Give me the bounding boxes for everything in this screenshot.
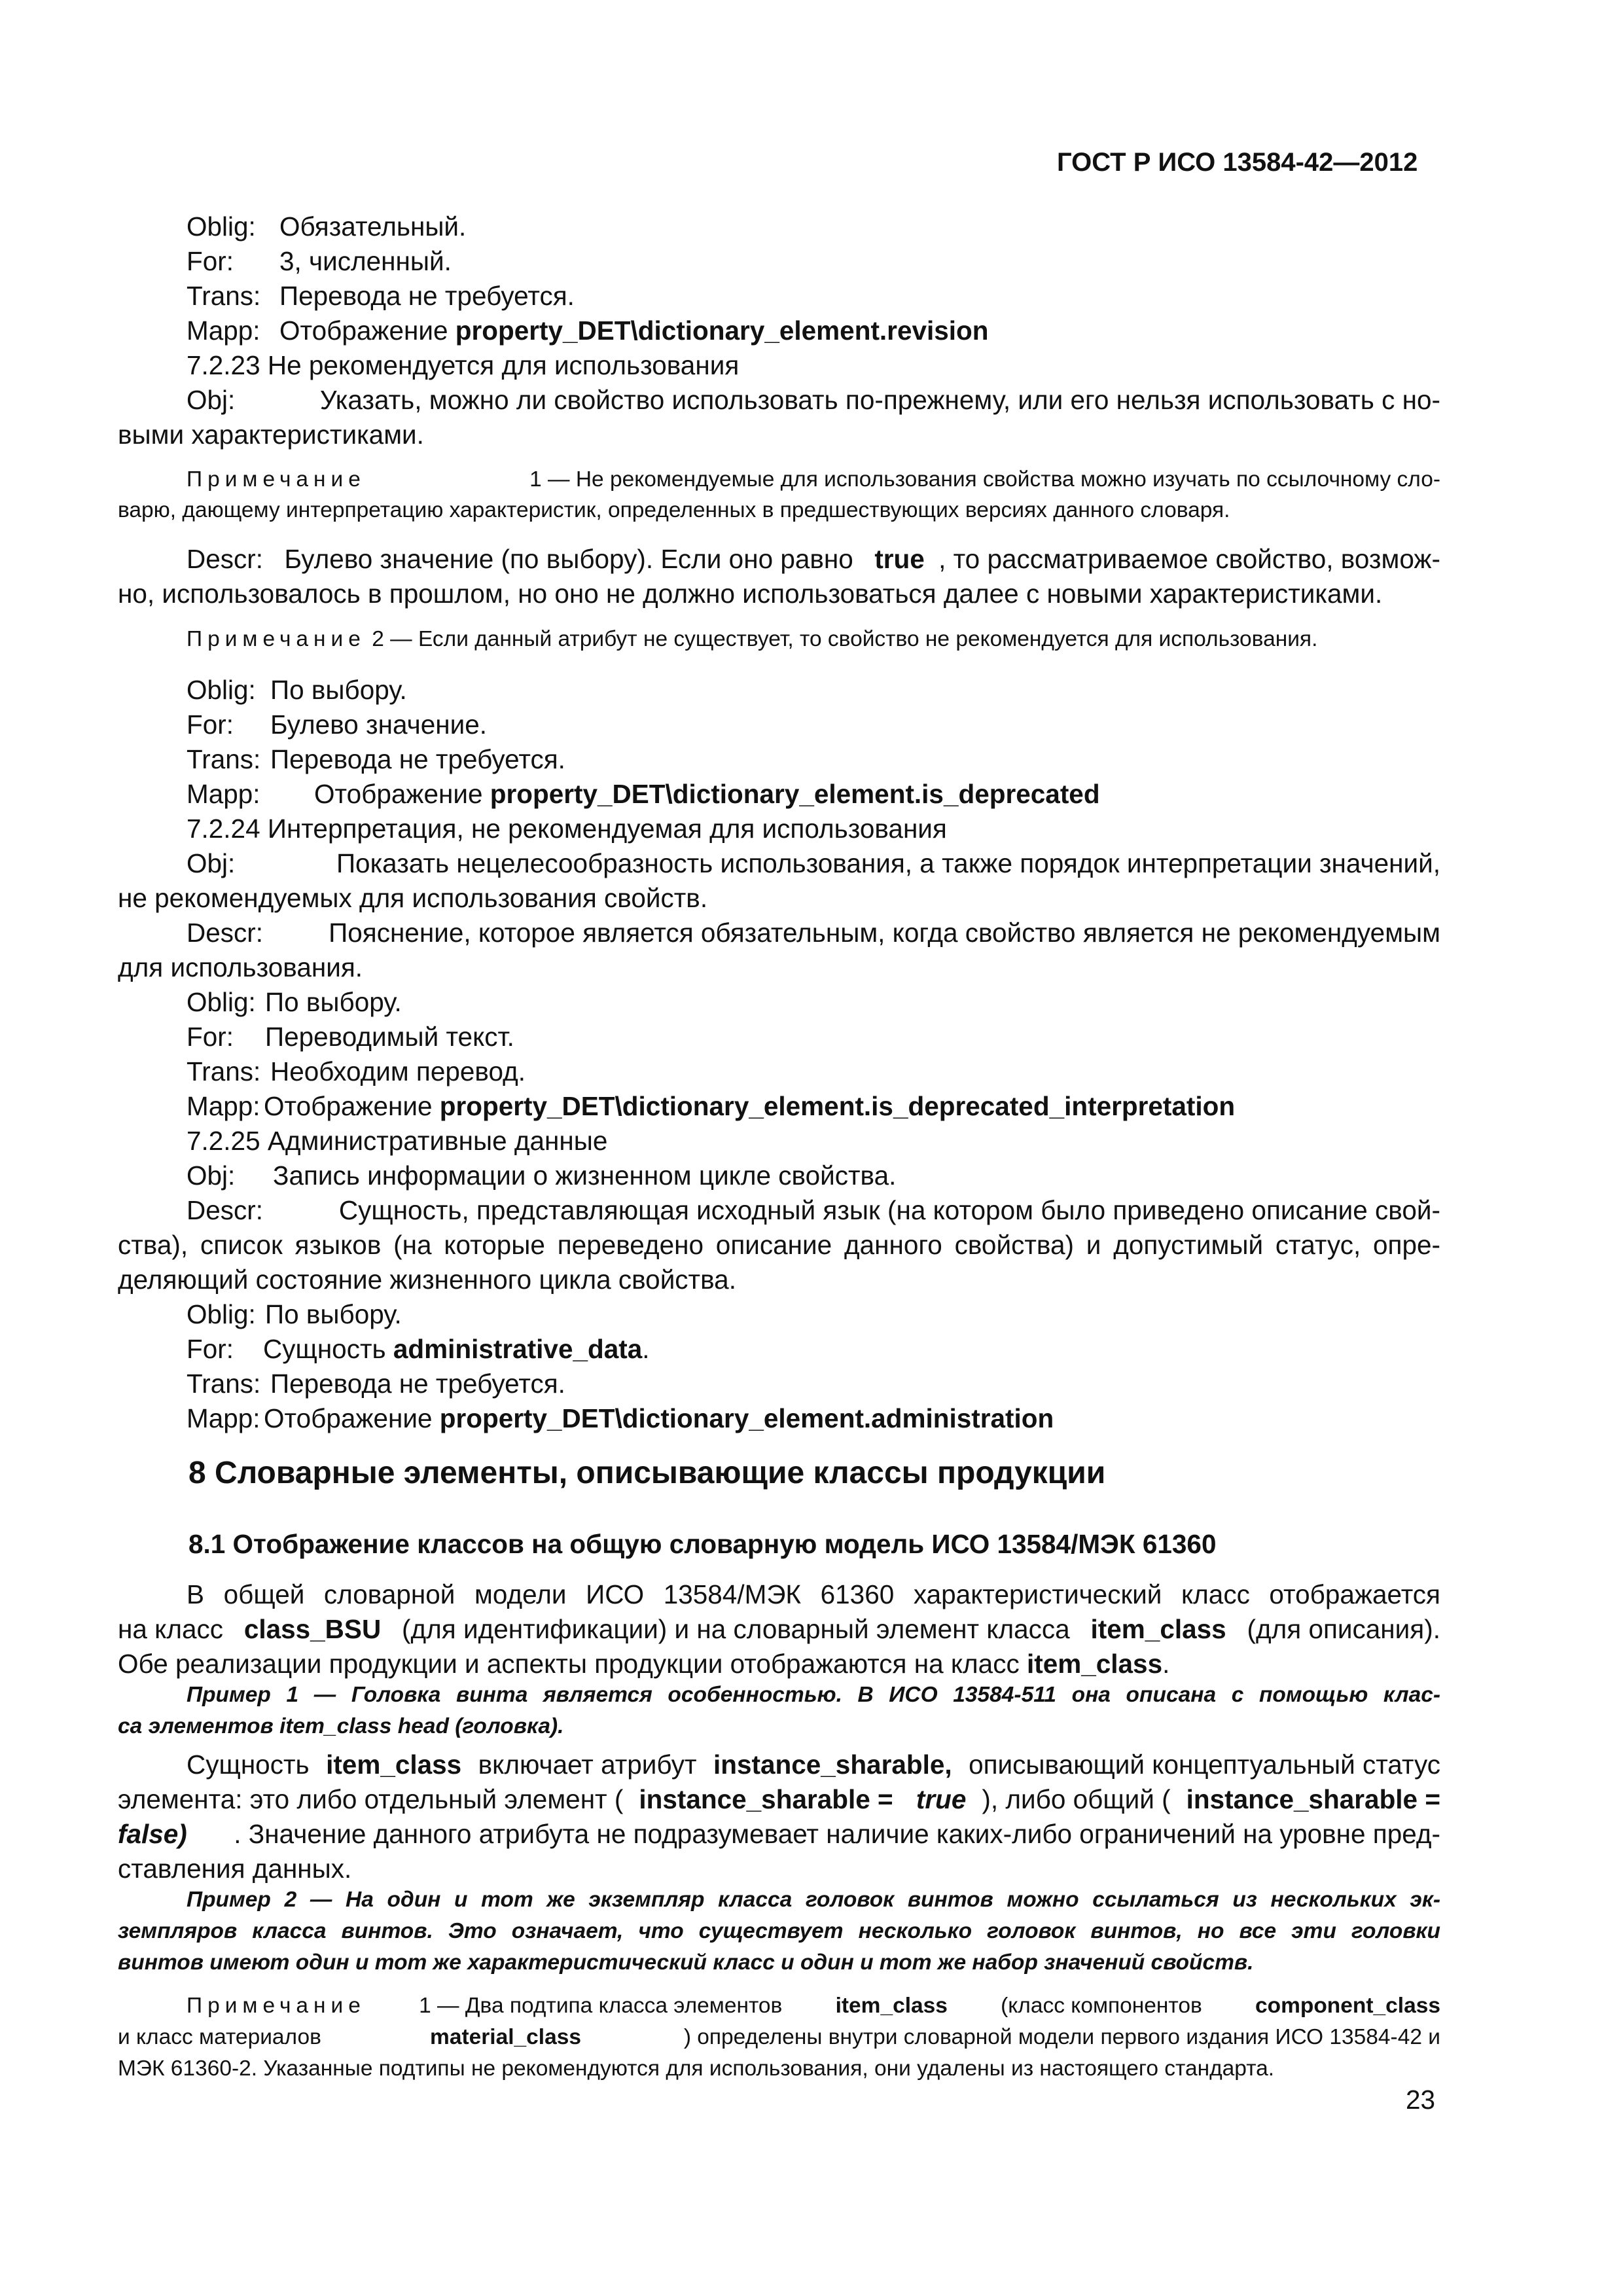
note-label: Примечание	[187, 1994, 366, 2018]
text-run: 1 — Два подтипа класса элементов	[412, 1994, 789, 2018]
obj-line-2: выми характеристиками.	[118, 420, 424, 450]
field-for	[187, 709, 487, 740]
field-oblig	[187, 211, 466, 242]
descr-line	[187, 543, 1440, 575]
field-trans	[187, 280, 575, 312]
text-run: Сущность	[187, 1749, 317, 1780]
field-label: Trans:	[187, 1369, 261, 1399]
example-1-line-2: са элементов item_class head (головка).	[118, 1714, 564, 1738]
note-label: Примечание	[187, 467, 366, 492]
text-run: 1 — Не рекомендуемые для использования свойства можно изучать по ссылочному сло-	[523, 467, 1440, 492]
field-value: Запись информации о жизненном цикле свойства.	[273, 1160, 897, 1191]
descr-line-3: деляющий состояние жизненного цикла свойства.	[118, 1265, 736, 1295]
example-2-line-2: земпляров класса винтов. Это означает, что существует несколько головок винтов, но все эти головки	[118, 1919, 1440, 1943]
field-for	[187, 245, 452, 277]
text-run: Сущность, представляющая исходный язык (на котором было приведено описание свой-	[338, 1195, 1440, 1225]
field-for	[187, 1333, 650, 1365]
note-section-8-line-1	[187, 1993, 1440, 2019]
field-value: Обязательный.	[279, 211, 467, 242]
field-mapp	[187, 1403, 1054, 1434]
field-label: For:	[187, 709, 234, 740]
field-label: Oblig:	[187, 1299, 256, 1329]
field-mapp	[187, 315, 989, 346]
descr-line-2: ства), список языков (на которые переведено описание данного свойства) и допустимый статус, опре-	[118, 1230, 1440, 1260]
obj-line	[187, 1160, 896, 1191]
field-label: Oblig:	[187, 211, 256, 242]
code-term: instance_sharable =	[1186, 1784, 1440, 1814]
field-value: Отображение	[264, 1091, 440, 1121]
paragraph-1-line-3	[118, 1648, 1169, 1679]
text-run: Обе реализации продукции и аспекты продукции отображаются на класс	[118, 1649, 1027, 1679]
field-value: Перевода не требуется.	[270, 1369, 565, 1399]
field-value: Отображение	[264, 1403, 440, 1433]
example-2-line-3: винтов имеют один и тот же характеристический класс и один и тот же набор значений свойств.	[118, 1950, 1254, 1975]
field-label: Trans:	[187, 1056, 261, 1086]
section-title-7-2-23: 7.2.23 Не рекомендуется для использования	[187, 350, 740, 380]
field-value: Отображение	[279, 315, 455, 346]
field-oblig	[187, 1299, 402, 1330]
text-run: ), либо общий (	[982, 1784, 1171, 1814]
paragraph-1-line-1: В общей словарной модели ИСО 13584/МЭК 61360 характеристический класс отображается	[187, 1579, 1440, 1609]
paragraph-2-line-2	[118, 1784, 1440, 1815]
field-label: Obj:	[187, 385, 236, 415]
field-mapp	[187, 1090, 1235, 1122]
field-label: Trans:	[187, 281, 261, 311]
field-label: Descr:	[187, 1195, 264, 1225]
code-term: item_class	[326, 1749, 462, 1780]
code-value: true	[916, 1784, 967, 1814]
paragraph-2-line-1	[187, 1749, 1440, 1780]
field-value: Перевода не требуется.	[279, 281, 575, 311]
section-title-7-2-24: 7.2.24 Интерпретация, не рекомендуемая для использования	[187, 814, 947, 844]
field-value: Сущность	[263, 1334, 393, 1364]
code-term: component_class	[1255, 1994, 1440, 2018]
mapping-code: property_DET\dictionary_element.administration	[439, 1403, 1054, 1433]
text-run: на класс	[118, 1614, 231, 1644]
text-run: (класс компонентов	[994, 1994, 1209, 2018]
field-label: Trans:	[187, 744, 261, 774]
field-label: Mapp:	[187, 1091, 260, 1121]
mapping-code: property_DET\dictionary_element.revision	[455, 315, 989, 346]
field-label: For:	[187, 246, 234, 276]
code-term: item_class	[1090, 1614, 1226, 1644]
code-term: material_class	[430, 2025, 581, 2049]
field-label: For:	[187, 1334, 234, 1364]
text-run: , то рассматриваемое свойство, возмож-	[938, 544, 1440, 574]
text-run: и класс материалов	[118, 2025, 328, 2049]
field-label: Oblig:	[187, 675, 256, 705]
field-oblig	[187, 674, 407, 706]
field-label: For:	[187, 1022, 234, 1052]
field-label: Mapp:	[187, 315, 260, 346]
example-1-line-1: Пример 1 — Головка винта является особенностью. В ИСО 13584-511 она описана с помощью клас-	[187, 1683, 1440, 1707]
code-value: false)	[118, 1819, 187, 1849]
paragraph-2-line-3	[118, 1818, 1440, 1850]
note-label: Примечание	[187, 627, 366, 651]
page-number: 23	[1406, 2085, 1436, 2115]
field-trans	[187, 1368, 565, 1399]
entity-code: administrative_data	[393, 1334, 643, 1364]
text-run: .	[1162, 1649, 1170, 1679]
field-value: Необходим перевод.	[270, 1056, 526, 1086]
descr-line	[187, 1194, 1440, 1226]
text-run: .	[642, 1334, 650, 1364]
text-run: Пояснение, которое является обязательным, когда свойство является не рекомендуемым	[329, 918, 1440, 948]
section-8-heading: 8 Словарные элементы, описывающие классы продукции	[188, 1456, 1106, 1490]
field-label: Mapp:	[187, 1403, 260, 1433]
code-term: class_BSU	[243, 1614, 382, 1644]
note-1	[187, 467, 1440, 493]
text-run: 2 — Если данный атрибут не существует, то свойство не рекомендуется для использования.	[365, 627, 1318, 651]
document-code-header: ГОСТ Р ИСО 13584-42—2012	[1057, 148, 1418, 177]
field-label: Obj:	[187, 1160, 236, 1191]
text-run: включает атрибут	[471, 1749, 704, 1780]
paragraph-1-line-2	[118, 1613, 1440, 1645]
section-8-1-heading: 8.1 Отображение классов на общую словарную модель ИСО 13584/МЭК 61360	[188, 1529, 1217, 1559]
mapping-code: property_DET\dictionary_element.is_deprecated_interpretation	[439, 1091, 1236, 1121]
code-term: item_class	[1026, 1649, 1163, 1679]
descr-line	[187, 917, 1440, 948]
field-label: Descr:	[187, 918, 264, 948]
text-run: (для идентификации) и на словарный элемент класса	[394, 1614, 1077, 1644]
text-run: Булево значение (по выбору). Если оно равно	[277, 544, 861, 574]
descr-line-2: но, использовалось в прошлом, но оно не должно использоваться далее с новыми характеристиками.	[118, 579, 1383, 609]
bold-value: true	[874, 544, 925, 574]
field-label: Descr:	[187, 544, 264, 574]
mapping-code: property_DET\dictionary_element.is_deprecated	[490, 779, 1100, 809]
text-run: Указать, можно ли свойство использовать по-прежнему, или его нельзя использовать с но-	[319, 385, 1440, 415]
section-title-7-2-25: 7.2.25 Административные данные	[187, 1126, 608, 1156]
field-value: По выбору.	[265, 987, 402, 1017]
field-for	[187, 1021, 514, 1052]
paragraph-2-line-4: ставления данных.	[118, 1854, 352, 1884]
text-run: описывающий концептуальный статус	[961, 1749, 1440, 1780]
text-run: элемента: это либо отдельный элемент (	[118, 1784, 624, 1814]
field-oblig	[187, 986, 402, 1018]
obj-line	[187, 848, 1440, 879]
note-2	[187, 626, 1317, 653]
field-value: Переводимый текст.	[265, 1022, 514, 1052]
code-term: item_class	[835, 1994, 948, 2018]
text-run: ) определены внутри словарной модели первого издания ИСО 13584-42 и	[683, 2025, 1440, 2049]
field-label: Oblig:	[187, 987, 256, 1017]
example-2-line-1: Пример 2 — На один и тот же экземпляр класса головок винтов можно ссылаться из нескольких эк-	[187, 1888, 1440, 1912]
field-trans	[187, 1056, 526, 1087]
field-value: По выбору.	[270, 675, 407, 705]
field-value: Булево значение.	[270, 709, 488, 740]
note-section-8-line-2	[118, 2024, 1440, 2051]
field-mapp	[187, 778, 1100, 810]
text-run: (для описания).	[1240, 1614, 1440, 1644]
field-value: Перевода не требуется.	[270, 744, 565, 774]
obj-line	[187, 384, 1440, 416]
obj-line-2: не рекомендуемых для использования свойств.	[118, 883, 708, 913]
code-term: instance_sharable,	[713, 1749, 952, 1780]
text-run: . Значение данного атрибута не подразумевает наличие каких-либо ограничений на уровне пред-	[234, 1819, 1440, 1849]
note-section-8-line-3: МЭК 61360-2. Указанные подтипы не рекомендуются для использования, они удалены из настоящего стандарта.	[118, 2056, 1275, 2081]
field-value: По выбору.	[265, 1299, 402, 1329]
field-trans	[187, 744, 565, 775]
code-term: instance_sharable =	[639, 1784, 901, 1814]
field-value: Отображение	[314, 779, 490, 809]
descr-line-2: для использования.	[118, 952, 363, 982]
field-label: Mapp:	[187, 779, 260, 809]
text-run: Показать нецелесообразность использования, а также порядок интерпретации значений,	[336, 848, 1440, 878]
field-label: Obj:	[187, 848, 236, 878]
field-value: 3, численный.	[279, 246, 452, 276]
note-1-line-2: варю, дающему интерпретацию характеристик, определенных в предшествующих версиях данного словаря.	[118, 498, 1230, 522]
